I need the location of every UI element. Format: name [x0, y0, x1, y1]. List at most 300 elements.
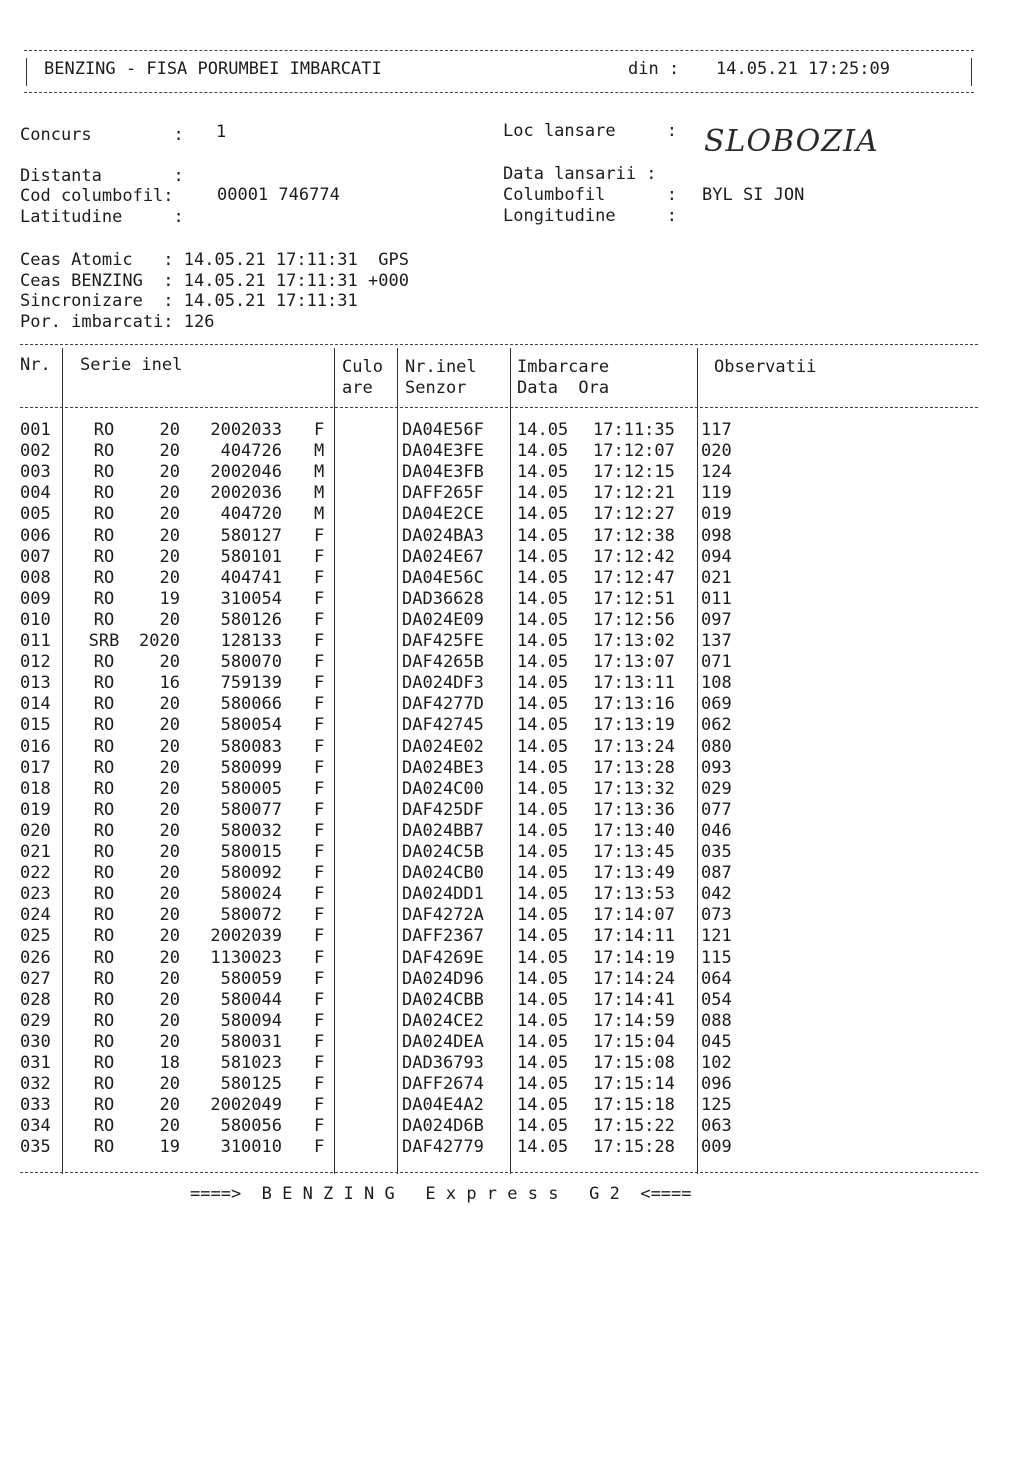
columbofil-label: Columbofil : — [503, 185, 677, 205]
concurs-label: Concurs : — [20, 125, 184, 145]
row-country: RO — [93, 820, 115, 841]
row-sex: M — [314, 483, 325, 504]
row-sensor: DAF42745 — [402, 715, 484, 736]
row-obs: 137 — [701, 631, 732, 651]
row-ring: 2002033 — [210, 420, 282, 440]
latitudine-label: Latitudine : — [20, 207, 184, 227]
row-date: 14.05 — [517, 863, 569, 884]
col-header-data-ora: Data Ora — [517, 378, 610, 398]
table-row — [0, 610, 1024, 631]
row-year: 20 — [159, 842, 180, 862]
row-sex: F — [314, 567, 325, 588]
row-time: 17:12:51 — [593, 588, 675, 609]
row-obs: 121 — [701, 926, 732, 947]
sincronizare: Sincronizare : 14.05.21 17:11:31 — [20, 291, 358, 311]
row-nr: 025 — [20, 926, 51, 947]
table-row — [0, 1053, 1024, 1074]
row-obs: 088 — [701, 1010, 732, 1031]
row-sensor: DA024C00 — [402, 778, 484, 799]
row-sex: F — [314, 609, 325, 630]
row-sensor: DA024CE2 — [402, 1010, 484, 1031]
row-sex: F — [314, 1116, 325, 1137]
table-header-bottom-border — [20, 407, 978, 408]
columbofil-value: BYL SI JON — [702, 185, 805, 205]
row-sex: F — [314, 884, 325, 905]
row-country: SRB — [88, 631, 120, 651]
row-sex: F — [314, 631, 325, 651]
row-obs: 094 — [701, 546, 732, 567]
row-nr: 009 — [20, 588, 51, 609]
row-sex: F — [314, 799, 325, 820]
col-header-imbarcare: Imbarcare — [517, 357, 610, 377]
row-nr: 019 — [20, 799, 51, 820]
row-sensor: DA024D6B — [402, 1116, 484, 1137]
row-year: 20 — [159, 715, 180, 736]
row-year: 20 — [159, 905, 180, 926]
row-ring: 404741 — [220, 567, 282, 588]
row-ring: 310054 — [220, 588, 282, 609]
row-country: RO — [93, 1116, 115, 1137]
row-obs: 115 — [701, 947, 732, 968]
row-ring: 580031 — [220, 1031, 282, 1052]
row-nr: 029 — [20, 1010, 51, 1031]
row-sex: F — [314, 652, 325, 673]
row-obs: 102 — [701, 1053, 732, 1073]
row-time: 17:15:28 — [593, 1137, 675, 1158]
row-sex: M — [314, 462, 325, 483]
row-ring: 580024 — [220, 884, 282, 905]
row-nr: 035 — [20, 1137, 51, 1158]
row-obs: 063 — [701, 1116, 732, 1137]
table-row — [0, 1116, 1024, 1137]
row-country: RO — [93, 1137, 115, 1158]
row-ring: 2002039 — [210, 926, 282, 947]
row-sex: F — [314, 546, 325, 567]
row-time: 17:13:53 — [593, 884, 675, 905]
row-year: 20 — [159, 546, 180, 567]
footer-banner: ====> B E N Z I N G E x p r e s s G 2 <==== — [190, 1184, 692, 1204]
row-sex: F — [314, 947, 325, 968]
table-row — [0, 969, 1024, 990]
row-sex: F — [314, 926, 325, 947]
row-country: RO — [93, 799, 115, 820]
row-sensor: DA024C5B — [402, 842, 484, 862]
report-date-value: 14.05.21 17:25:09 — [716, 59, 890, 79]
row-sex: F — [314, 905, 325, 926]
row-ring: 580083 — [220, 736, 282, 757]
table-row — [0, 441, 1024, 462]
row-obs: 071 — [701, 652, 732, 673]
row-country: RO — [93, 673, 115, 694]
table-row — [0, 948, 1024, 969]
row-time: 17:12:42 — [593, 546, 675, 567]
row-obs: 045 — [701, 1031, 732, 1052]
row-sex: F — [314, 757, 325, 778]
row-date: 14.05 — [517, 631, 569, 651]
row-sensor: DAF4272A — [402, 905, 484, 926]
row-nr: 014 — [20, 694, 51, 715]
row-sex: F — [314, 820, 325, 841]
concurs-value: 1 — [216, 122, 227, 142]
table-row — [0, 1074, 1024, 1095]
report-title: BENZING - FISA PORUMBEI IMBARCATI — [44, 59, 382, 79]
row-year: 16 — [159, 673, 180, 694]
row-time: 17:13:02 — [593, 631, 675, 651]
row-time: 17:14:19 — [593, 947, 675, 968]
row-sensor: DA024DEA — [402, 1031, 484, 1052]
table-row — [0, 779, 1024, 800]
row-ring: 404726 — [220, 441, 282, 462]
row-date: 14.05 — [517, 567, 569, 588]
row-obs: 019 — [701, 504, 732, 525]
row-sex: F — [314, 525, 325, 546]
row-year: 20 — [159, 504, 180, 525]
row-date: 14.05 — [517, 926, 569, 947]
row-sensor: DA04E3FE — [402, 441, 484, 462]
row-obs: 011 — [701, 588, 732, 609]
row-obs: 046 — [701, 820, 732, 841]
row-ring: 580099 — [220, 757, 282, 778]
row-ring: 759139 — [220, 673, 282, 694]
row-sensor: DAF42779 — [402, 1137, 484, 1158]
row-country: RO — [93, 483, 115, 504]
row-sex: F — [314, 863, 325, 884]
row-date: 14.05 — [517, 673, 569, 694]
table-row — [0, 884, 1024, 905]
loc-lansare-handwritten: SLOBOZIA — [704, 124, 879, 159]
row-nr: 003 — [20, 462, 51, 483]
table-row — [0, 821, 1024, 842]
row-obs: 087 — [701, 863, 732, 884]
row-sex: F — [314, 1095, 325, 1116]
table-row — [0, 568, 1024, 589]
row-country: RO — [93, 588, 115, 609]
row-time: 17:12:07 — [593, 441, 675, 462]
row-ring: 2002049 — [210, 1095, 282, 1116]
row-obs: 054 — [701, 989, 732, 1010]
row-date: 14.05 — [517, 525, 569, 546]
row-sex: F — [314, 989, 325, 1010]
row-nr: 033 — [20, 1095, 51, 1116]
row-time: 17:12:15 — [593, 462, 675, 483]
row-date: 14.05 — [517, 778, 569, 799]
row-time: 17:12:56 — [593, 609, 675, 630]
table-row — [0, 990, 1024, 1011]
cod-columbofil-label: Cod columbofil: — [20, 186, 174, 206]
row-ring: 580032 — [220, 820, 282, 841]
row-obs: 097 — [701, 609, 732, 630]
header-bottom-border — [24, 92, 974, 93]
row-ring: 310010 — [220, 1137, 282, 1158]
row-sensor: DA024BB7 — [402, 820, 484, 841]
row-year: 20 — [159, 567, 180, 588]
row-year: 20 — [159, 863, 180, 884]
row-nr: 027 — [20, 968, 51, 989]
row-sex: F — [314, 1053, 325, 1073]
table-top-border — [20, 344, 978, 345]
row-sensor: DA024D96 — [402, 968, 484, 989]
row-date: 14.05 — [517, 715, 569, 736]
row-sensor: DA024E09 — [402, 609, 484, 630]
table-row — [0, 462, 1024, 483]
row-nr: 034 — [20, 1116, 51, 1137]
row-date: 14.05 — [517, 1053, 569, 1073]
header-top-border — [24, 50, 974, 51]
row-year: 20 — [159, 820, 180, 841]
row-country: RO — [93, 905, 115, 926]
row-obs: 021 — [701, 567, 732, 588]
row-year: 20 — [159, 1010, 180, 1031]
table-row — [0, 504, 1024, 525]
row-nr: 028 — [20, 989, 51, 1010]
row-ring: 580072 — [220, 905, 282, 926]
row-year: 18 — [159, 1053, 180, 1073]
row-date: 14.05 — [517, 884, 569, 905]
row-date: 14.05 — [517, 694, 569, 715]
table-row — [0, 652, 1024, 673]
row-year: 20 — [159, 884, 180, 905]
row-year: 20 — [159, 757, 180, 778]
row-time: 17:11:35 — [593, 420, 675, 440]
row-time: 17:14:07 — [593, 905, 675, 926]
row-country: RO — [93, 989, 115, 1010]
row-sensor: DAD36628 — [402, 588, 484, 609]
row-obs: 062 — [701, 715, 732, 736]
row-ring: 580077 — [220, 799, 282, 820]
row-nr: 016 — [20, 736, 51, 757]
row-date: 14.05 — [517, 504, 569, 525]
row-obs: 125 — [701, 1095, 732, 1116]
row-sensor: DA024E67 — [402, 546, 484, 567]
row-time: 17:13:49 — [593, 863, 675, 884]
row-sensor: DAF425FE — [402, 631, 484, 651]
row-nr: 007 — [20, 546, 51, 567]
row-country: RO — [93, 736, 115, 757]
row-nr: 020 — [20, 820, 51, 841]
row-obs: 093 — [701, 757, 732, 778]
row-sensor: DA04E56C — [402, 567, 484, 588]
row-year: 20 — [159, 1116, 180, 1137]
row-date: 14.05 — [517, 1074, 569, 1095]
row-nr: 013 — [20, 673, 51, 694]
row-year: 19 — [159, 1137, 180, 1158]
row-obs: 117 — [701, 420, 732, 440]
row-sensor: DA04E3FB — [402, 462, 484, 483]
row-year: 20 — [159, 778, 180, 799]
row-sex: M — [314, 504, 325, 525]
row-nr: 026 — [20, 947, 51, 968]
row-date: 14.05 — [517, 820, 569, 841]
row-sex: F — [314, 1031, 325, 1052]
row-ring: 580126 — [220, 609, 282, 630]
row-time: 17:15:04 — [593, 1031, 675, 1052]
row-time: 17:14:24 — [593, 968, 675, 989]
row-sex: M — [314, 441, 325, 462]
row-country: RO — [93, 441, 115, 462]
row-country: RO — [93, 863, 115, 884]
row-sex: F — [314, 1074, 325, 1095]
row-date: 14.05 — [517, 1095, 569, 1116]
row-obs: 042 — [701, 884, 732, 905]
row-nr: 008 — [20, 567, 51, 588]
row-date: 14.05 — [517, 441, 569, 462]
row-time: 17:13:36 — [593, 799, 675, 820]
row-sensor: DA024E02 — [402, 736, 484, 757]
row-ring: 580054 — [220, 715, 282, 736]
row-nr: 002 — [20, 441, 51, 462]
row-date: 14.05 — [517, 905, 569, 926]
row-country: RO — [93, 1031, 115, 1052]
row-ring: 580101 — [220, 546, 282, 567]
row-ring: 2002036 — [210, 483, 282, 504]
row-ring: 580015 — [220, 842, 282, 862]
row-sex: F — [314, 778, 325, 799]
row-nr: 018 — [20, 778, 51, 799]
table-row — [0, 1011, 1024, 1032]
row-sensor: DA024BA3 — [402, 525, 484, 546]
table-row — [0, 737, 1024, 758]
row-sensor: DA024CBB — [402, 989, 484, 1010]
row-ring: 404720 — [220, 504, 282, 525]
row-obs: 069 — [701, 694, 732, 715]
row-nr: 012 — [20, 652, 51, 673]
row-sensor: DA024CB0 — [402, 863, 484, 884]
row-date: 14.05 — [517, 1010, 569, 1031]
row-year: 20 — [159, 609, 180, 630]
row-sensor: DA04E56F — [402, 420, 484, 440]
row-year: 20 — [159, 1031, 180, 1052]
row-country: RO — [93, 462, 115, 483]
row-obs: 035 — [701, 842, 732, 862]
row-nr: 004 — [20, 483, 51, 504]
row-date: 14.05 — [517, 462, 569, 483]
table-row — [0, 483, 1024, 504]
col-header-senzor: Senzor — [405, 378, 467, 398]
row-year: 20 — [159, 694, 180, 715]
row-sex: F — [314, 420, 325, 440]
table-row — [0, 800, 1024, 821]
row-nr: 005 — [20, 504, 51, 525]
row-year: 20 — [159, 926, 180, 947]
row-nr: 006 — [20, 525, 51, 546]
row-nr: 021 — [20, 842, 51, 862]
row-sensor: DAF4265B — [402, 652, 484, 673]
row-date: 14.05 — [517, 989, 569, 1010]
row-time: 17:14:59 — [593, 1010, 675, 1031]
row-year: 20 — [159, 799, 180, 820]
row-country: RO — [93, 652, 115, 673]
row-sensor: DAD36793 — [402, 1053, 484, 1073]
row-time: 17:13:32 — [593, 778, 675, 799]
row-nr: 017 — [20, 757, 51, 778]
row-ring: 128133 — [220, 631, 282, 651]
row-time: 17:13:11 — [593, 673, 675, 694]
row-country: RO — [93, 884, 115, 905]
row-ring: 580125 — [220, 1074, 282, 1095]
row-time: 17:13:16 — [593, 694, 675, 715]
row-time: 17:13:40 — [593, 820, 675, 841]
row-year: 2020 — [139, 631, 180, 651]
row-year: 20 — [159, 441, 180, 462]
table-row — [0, 631, 1024, 652]
row-date: 14.05 — [517, 609, 569, 630]
table-bottom-border — [20, 1172, 978, 1173]
loc-lansare-label: Loc lansare : — [503, 121, 677, 141]
row-obs: 096 — [701, 1074, 732, 1095]
row-ring: 580059 — [220, 968, 282, 989]
table-row — [0, 1032, 1024, 1053]
row-year: 20 — [159, 420, 180, 440]
row-country: RO — [93, 420, 115, 440]
row-year: 19 — [159, 588, 180, 609]
row-sex: F — [314, 842, 325, 862]
row-time: 17:14:41 — [593, 989, 675, 1010]
row-date: 14.05 — [517, 1137, 569, 1158]
header-left-border — [26, 58, 27, 86]
table-row — [0, 1137, 1024, 1158]
porumbei-imbarcati: Por. imbarcati: 126 — [20, 312, 215, 332]
row-time: 17:15:18 — [593, 1095, 675, 1116]
header-right-border — [971, 58, 972, 86]
col-header-observatii: Observatii — [714, 357, 817, 377]
row-ring: 581023 — [220, 1053, 282, 1073]
row-obs: 080 — [701, 736, 732, 757]
row-sex: F — [314, 1137, 325, 1158]
ceas-atomic: Ceas Atomic : 14.05.21 17:11:31 GPS — [20, 250, 409, 270]
row-ring: 580066 — [220, 694, 282, 715]
table-row — [0, 758, 1024, 779]
row-time: 17:13:24 — [593, 736, 675, 757]
row-country: RO — [93, 1053, 115, 1073]
col-header-nrinel: Nr.inel — [405, 357, 477, 377]
table-row — [0, 905, 1024, 926]
row-nr: 024 — [20, 905, 51, 926]
row-ring: 2002046 — [210, 462, 282, 483]
table-row — [0, 420, 1024, 441]
row-year: 20 — [159, 525, 180, 546]
row-obs: 119 — [701, 483, 732, 504]
row-sex: F — [314, 715, 325, 736]
table-row — [0, 673, 1024, 694]
cod-columbofil-value: 00001 746774 — [217, 185, 340, 205]
row-country: RO — [93, 504, 115, 525]
table-row — [0, 715, 1024, 736]
row-obs: 020 — [701, 441, 732, 462]
col-header-nr: Nr. — [20, 355, 51, 375]
distanta-label: Distanta : — [20, 166, 184, 186]
row-obs: 124 — [701, 462, 732, 483]
row-date: 14.05 — [517, 968, 569, 989]
row-sensor: DAF4277D — [402, 694, 484, 715]
table-row — [0, 842, 1024, 863]
row-time: 17:13:45 — [593, 842, 675, 862]
row-country: RO — [93, 778, 115, 799]
row-sex: F — [314, 673, 325, 694]
row-date: 14.05 — [517, 1031, 569, 1052]
data-lansarii-label: Data lansarii : — [503, 164, 657, 184]
longitudine-label: Longitudine : — [503, 206, 677, 226]
row-date: 14.05 — [517, 652, 569, 673]
row-ring: 1130023 — [210, 947, 282, 968]
row-country: RO — [93, 1074, 115, 1095]
row-time: 17:12:38 — [593, 525, 675, 546]
row-time: 17:15:22 — [593, 1116, 675, 1137]
row-year: 20 — [159, 736, 180, 757]
row-ring: 580005 — [220, 778, 282, 799]
row-ring: 580070 — [220, 652, 282, 673]
row-obs: 077 — [701, 799, 732, 820]
row-year: 20 — [159, 1074, 180, 1095]
